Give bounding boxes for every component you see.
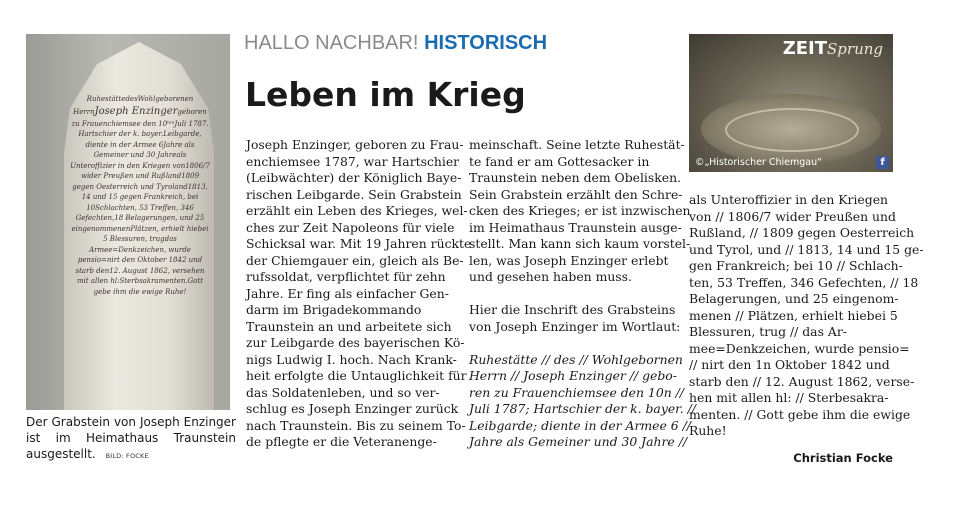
- text-line: im Heimathaus Traunstein ausge-: [469, 219, 682, 235]
- text-line: Jahre als Gemeiner und 30 Jahre //: [469, 434, 688, 449]
- inscription-line: 1806/7 wider Preußen und Rußland: [80, 161, 210, 180]
- article-column-3: [689, 192, 924, 440]
- text-line: das Soldatenleben, und so ver-: [246, 384, 440, 400]
- inscription-line: Juli 1787. Hartschier der k. bayer.: [78, 119, 209, 138]
- text-line: ren zu Frauenchiemsee den 10n //: [469, 384, 684, 400]
- text-line: als Unteroffizier in den Kriegen: [689, 192, 889, 207]
- kicker-section: HISTORISCH: [424, 32, 548, 54]
- photo-caption: [26, 414, 236, 464]
- text-line: starb den // 12. August 1862, verse-: [689, 373, 915, 389]
- text-line: hen mit allen hl: // Sterbesakra-: [689, 390, 889, 405]
- text-line: nach Traunstein. Bis zu seinem To-: [246, 417, 466, 433]
- inscription-line: des: [125, 95, 138, 103]
- text-line: ches zur Zeit Napoleons für viele: [246, 219, 455, 235]
- text-line: Traunstein an und arbeitete sich: [246, 318, 452, 334]
- gravestone-photo: [26, 34, 230, 410]
- text-line: te fand er am Gottesacker in: [469, 153, 650, 169]
- inscription-line: Jahre als Gemeiner und 30 Jahre: [93, 140, 195, 159]
- text-line: Herrn // Joseph Enzinger // gebo-: [469, 368, 677, 383]
- text-line: Traunstein neben dem Obelisken.: [469, 170, 682, 185]
- text-line: Blessuren, trug // das Ar-: [689, 324, 847, 339]
- article-paragraph: [469, 137, 691, 286]
- text-line: schlug es Joseph Enzinger zurück: [246, 401, 459, 416]
- text-line: menen // Plätzen, erhielt hiebei 5: [689, 307, 898, 323]
- inscription-line: Sterbsakramenten.: [119, 277, 188, 285]
- text-line: ten, 53 Treffen, 346 Gefechten, // 18: [689, 274, 919, 290]
- text-line: Hier die Inschrift des Grabsteins: [469, 302, 676, 317]
- photo-credit: BILD: FOCKE: [105, 452, 149, 460]
- logo-title: [783, 38, 883, 59]
- text-line: Ruhe!: [689, 423, 727, 438]
- inscription-line: Plätzen, erhielt hiebei 5 Blessuren, trug: [103, 224, 209, 243]
- inscription-line: Schlachten, 53 Treffen, 346 Gefechten,: [75, 203, 194, 222]
- text-line: Joseph Enzinger, geboren zu Frau-: [246, 137, 464, 152]
- headline: Leben im Krieg: [245, 75, 526, 114]
- text-line: Leibgarde; diente in der Armee 6 //: [469, 417, 691, 433]
- inscription-line: Joseph Enzinger: [94, 105, 178, 117]
- text-line: rufssoldat, verpflichtet für zehn: [246, 269, 446, 284]
- text-line: de pflegte er die Veteranenge-: [246, 434, 437, 449]
- author-byline: Christian Focke: [793, 451, 893, 465]
- text-line: Sein Grabstein erzählt den Schre-: [469, 186, 683, 202]
- facebook-icon[interactable]: f: [876, 156, 889, 169]
- text-line: von Joseph Enzinger im Wortlaut:: [469, 318, 681, 334]
- text-line: meinschaft. Seine letzte Ruhestät-: [469, 137, 685, 152]
- text-line: (Leibwächter) der Königlich Baye-: [246, 170, 462, 185]
- inscription-line: das Armee=Denkzeichen, wurde pensio=: [77, 235, 191, 264]
- text-line: erzählt ein Leben des Krieges, wel-: [246, 203, 468, 218]
- gravestone-inscription: [70, 94, 210, 297]
- inscription-line: 18 Belagerungen, und 25 eingenommenen: [71, 214, 205, 233]
- inscription-line: Wohlgeborenen Herrn: [73, 95, 194, 116]
- text-line: gen Frankreich; bei 10 // Schlach-: [689, 258, 903, 273]
- text-line: mee=Denkzeichen, wurde pensio=: [689, 340, 910, 356]
- logo-credit: ©„Historischer Chiemgau“: [695, 157, 823, 168]
- inscription-line: geboren zu Frauenchiemsee den 10ᵗᵉⁿ: [71, 107, 207, 128]
- inscription-line: als Unteroffizier in den Kriegen von: [70, 151, 187, 170]
- logo-title-b: Sprung: [827, 40, 883, 58]
- text-line: und gesehen haben muss.: [469, 269, 632, 284]
- article-column-2: [469, 137, 696, 451]
- section-kicker: [244, 32, 547, 54]
- zeitsprung-logo: [689, 34, 893, 172]
- inscription-line: Leibgarde, diente in der Armee 6: [85, 130, 202, 149]
- aerial-track: [725, 108, 859, 152]
- text-line: nigs Ludwig I. hoch. Nach Krank-: [246, 351, 457, 367]
- inscription-line: nirt den Oktober 1842 und starb den: [75, 256, 203, 275]
- inscription-line: 12. August 1862, versehen mit allen hl:: [76, 266, 205, 285]
- text-line: cken des Krieges; er ist inzwischen: [469, 203, 691, 218]
- text-line: enchiemsee 1787, war Hartschier: [246, 153, 460, 169]
- inscription-quote: [469, 351, 696, 451]
- text-line: und Tyrol, und // 1813, 14 und 15 ge-: [689, 241, 924, 257]
- article-column-1: [246, 137, 472, 451]
- text-line: heit erfolgte die Untauglichkeit für: [246, 368, 467, 383]
- inscription-line: 1813, 14 und 15 gegen Frankreich, bei 10: [81, 182, 208, 212]
- inscription-line: Ruhestätte: [86, 95, 126, 103]
- text-line: von // 1806/7 wider Preußen und: [689, 208, 896, 224]
- text-line: menten. // Gott gebe ihm die ewige: [689, 406, 911, 422]
- text-line: der Chiemgauer ein, gleich als Be-: [246, 252, 464, 268]
- text-line: // nirt den 1n Oktober 1842 und: [689, 357, 890, 372]
- inscription-line: 1809 gegen Oesterreich und Tyroland: [72, 172, 200, 191]
- inscription-line: Gott gebe ihm die ewige Ruhe!: [93, 277, 204, 296]
- text-line: Juli 1787; Hartschier der k. bayer. //: [469, 401, 696, 416]
- inscription-intro: [469, 302, 683, 335]
- text-line: stellt. Man kann sich kaum vorstel-: [469, 236, 691, 251]
- text-line: Belagerungen, und 25 eingenom-: [689, 291, 899, 306]
- text-line: Jahre. Er fing als einfacher Gen-: [246, 285, 449, 301]
- text-line: Rußland, // 1809 gegen Oesterreich: [689, 225, 915, 240]
- text-line: rischen Leibgarde. Sein Grabstein: [246, 186, 462, 202]
- text-line: darm im Brigadekommando: [246, 302, 422, 317]
- text-line: Ruhestätte // des // Wohlgebornen: [469, 351, 683, 367]
- text-line: zur Leibgarde des bayerischen Kö-: [246, 335, 465, 350]
- kicker-prefix: HALLO NACHBAR!: [244, 32, 419, 54]
- text-line: Schicksal war. Mit 19 Jahren rückte: [246, 236, 472, 251]
- caption-text: Der Grabstein von Joseph Enzinger ist im Heimathaus Traunstein ausgestellt.: [26, 415, 236, 461]
- text-line: len, was Joseph Enzinger erlebt: [469, 252, 669, 268]
- logo-title-a: ZEIT: [782, 38, 828, 59]
